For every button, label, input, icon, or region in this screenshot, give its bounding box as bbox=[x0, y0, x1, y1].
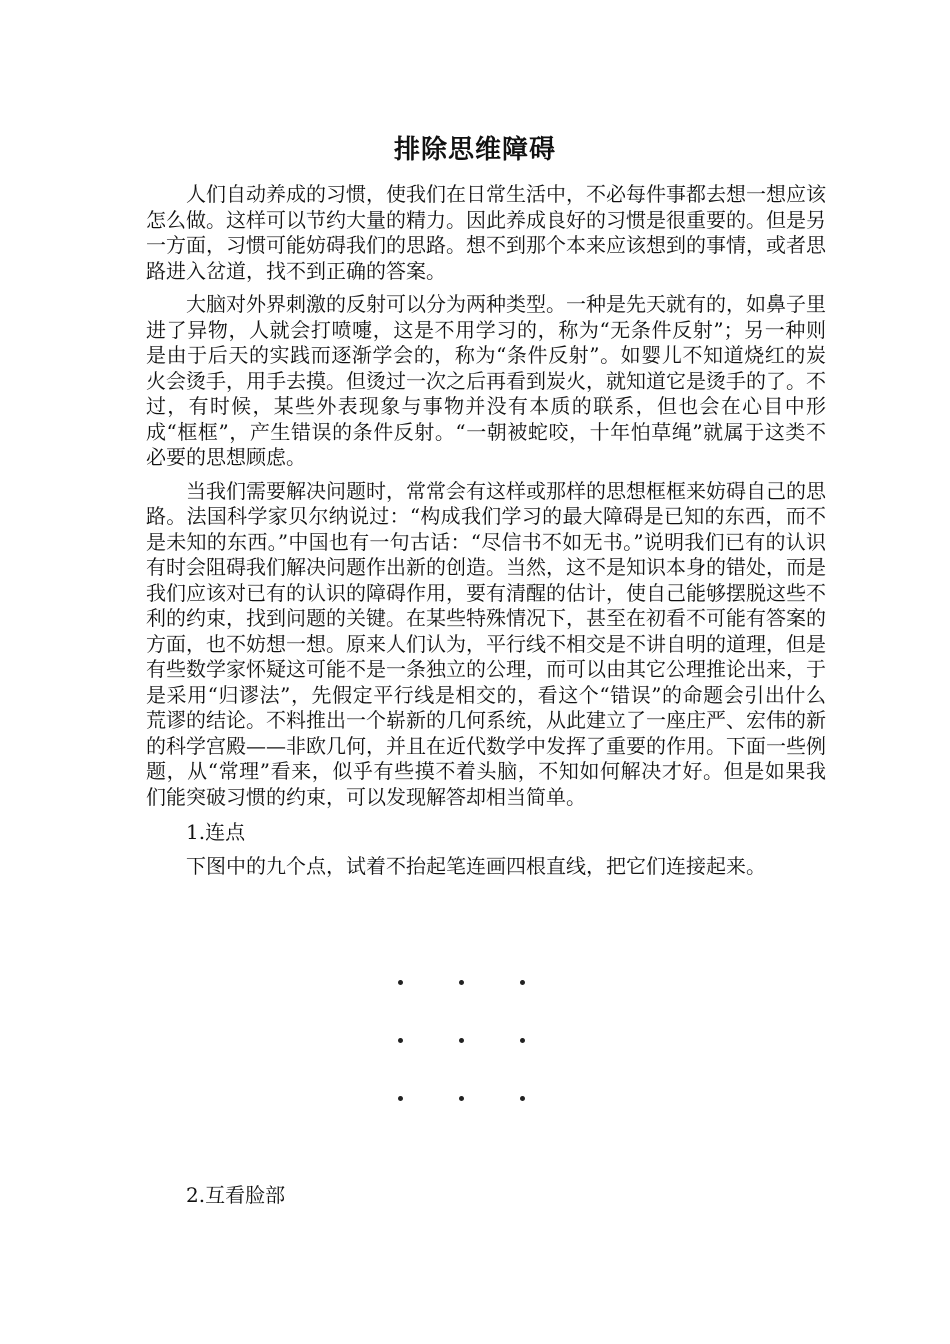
dot-4 bbox=[398, 1038, 403, 1043]
paragraph-thinking-frames: 当我们需要解决问题时，常常会有这样或那样的思想框框来妨碍自己的思路。法国科学家贝尔纳说过：“构成我们学习的最大障碍是已知的东西，而不是未知的东西。”中国也有一句古话：“尽信书不如无书。”说明我们已有的认识有时会阻碍我们解决问题作出新的创造。当然，这不是知识本身的错处，而是我们应该对已有的认识的障碍作用，要有清醒的估计，使自己能够摆脱这些不利的约束，找到问题的关键。在某些特殊情况下，甚至在初看不可能有答案的方面，也不妨想一想。原来人们认为，平行线不相交是不讲自明的道理，但是有些数学家怀疑这可能不是一条独立的公理，而可以由其它公理推论出来，于是采用“归谬法”，先假定平行线是相交的，看这个“错误”的命题会引出什么荒谬的结论。不料推出一个崭新的几何系统，从此建立了一座庄严、宏伟的新的科学宫殿——非欧几何，并且在近代数学中发挥了重要的作用。下面一些例题，从“常理”看来，似乎有些摸不着头脑，不知如何解决才好。但是如果我们能突破习惯的约束，可以发现解答却相当简单。 bbox=[146, 478, 826, 809]
item-1-text: 下图中的九个点，试着不抬起笔连画四根直线，把它们连接起来。 bbox=[186, 853, 766, 878]
nine-dots-figure bbox=[380, 960, 540, 1120]
dot-9 bbox=[520, 1096, 525, 1101]
dot-3 bbox=[520, 980, 525, 985]
page-title: 排除思维障碍 bbox=[393, 135, 556, 165]
dot-6 bbox=[520, 1038, 525, 1043]
dot-2 bbox=[459, 980, 464, 985]
item-2-heading: 2.互看脸部 bbox=[186, 1183, 286, 1207]
item-1-heading: 1.连点 bbox=[186, 820, 246, 844]
paragraph-reflexes: 大脑对外界刺激的反射可以分为两种类型。一种是先天就有的，如鼻子里进了异物，人就会打喷嚏，这是不用学习的，称为“无条件反射”；另一种则是由于后天的实践而逐渐学会的，称为“条件反射”。如婴儿不知道烧红的炭火会烫手，用手去摸。但烫过一次之后再看到炭火，就知道它是烫手的了。不过，有时候，某些外表现象与事物并没有本质的联系，但也会在心目中形成“框框”，产生错误的条件反射。“一朝被蛇咬，十年怕草绳”就属于这类不必要的思想顾虑。 bbox=[146, 292, 826, 469]
body-text bbox=[146, 182, 826, 879]
dot-5 bbox=[459, 1038, 464, 1043]
paragraph-habits: 人们自动养成的习惯，使我们在日常生活中，不必每件事都去想一想应该怎么做。这样可以节约大量的精力。因此养成良好的习惯是很重要的。但是另一方面，习惯可能妨碍我们的思路。想不到那个本来应该想到的事情，或者思路进入岔道，找不到正确的答案。 bbox=[146, 182, 826, 283]
dot-1 bbox=[398, 980, 403, 985]
dot-8 bbox=[459, 1096, 464, 1101]
dot-7 bbox=[398, 1096, 403, 1101]
